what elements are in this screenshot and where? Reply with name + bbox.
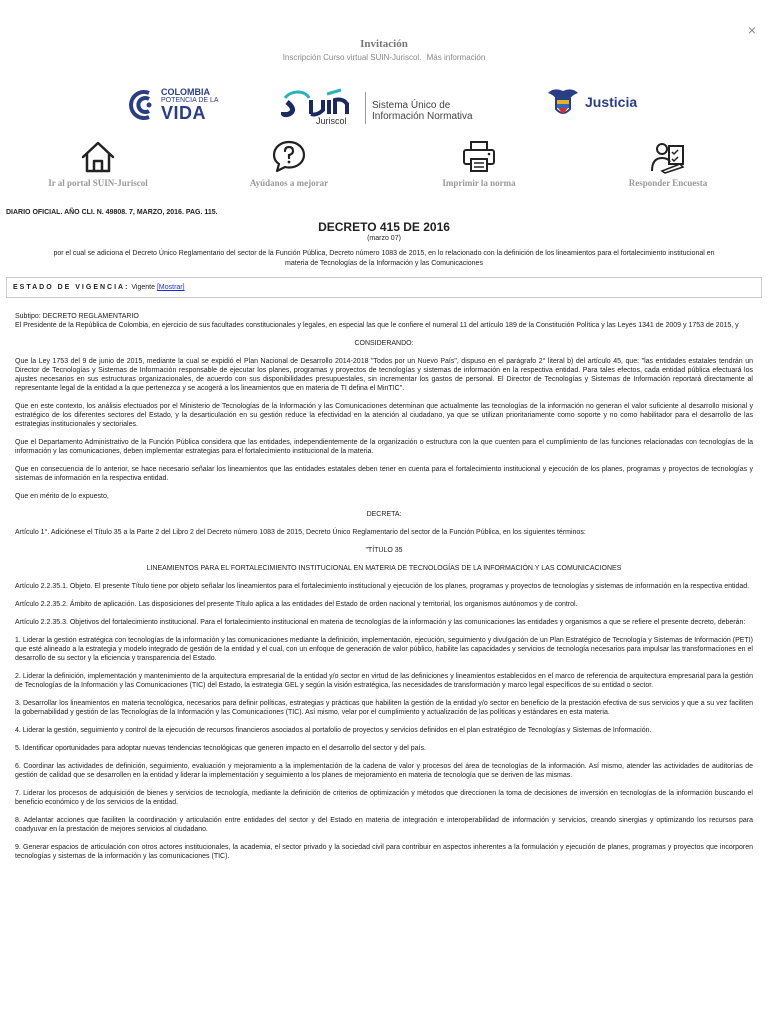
vigencia-box [6, 277, 762, 298]
article-1: Artículo 1°. Adiciónese el Título 35 a la Parte 2 del Libro 2 del Decreto número 1083 de 2015, Decreto Único Reglamentario del sector de la Función Pública, en los siguientes términos: [15, 529, 586, 536]
decree-date: (marzo 07) [367, 235, 401, 242]
colombia-logo-line2: POTENCIA DE LA [161, 97, 219, 104]
justicia-logo [546, 85, 656, 121]
intro-paragraph: El Presidente de la República de Colombia, en ejercicio de sus facultades constitucionales y legales, en especial las que le confiere el numeral 11 del artículo 189 de la Constitución Política y las Leyes 1341 de 2009 y 1753 de 2015, y [15, 322, 739, 329]
lineamientos-heading: LINEAMIENTOS PARA EL FORTALECIMIENTO INSTITUCIONAL EN MATERIA DE TECNOLOGÍAS DE LA INFORMACIÓN Y LAS COMUNICACIONES [146, 565, 622, 572]
considerando-paragraph-5: Que en mérito de lo expuesto, [15, 493, 109, 500]
survey-link-label: Responder Encuesta [628, 178, 708, 188]
document-body [15, 312, 753, 861]
portal-link-label: Ir al portal SUIN-Juriscol [48, 178, 148, 188]
colombia-potencia-logo [127, 87, 227, 123]
print-button[interactable] [404, 140, 554, 188]
invitation-subtitle-text: Inscripción Curso virtual SUIN-Juriscol. [282, 53, 422, 62]
home-icon [80, 140, 116, 174]
subtipo: Subtipo: DECRETO REGLAMENTARIO [15, 313, 139, 320]
numeral-7: 7. Liderar los procesos de adquisición de bienes y servicios de tecnología, mediante la definición de criterios de optimización y métodos que direccionen la toma de decisiones de inversión en tecnologías de la información buscando el beneficio económico y de los servicios de la entidad. [15, 790, 753, 806]
suin-logo-sub: Juriscol [316, 116, 347, 126]
titulo-heading: "TÍTULO 35 [365, 547, 403, 554]
survey-icon [650, 140, 686, 174]
decreta-heading: DECRETA: [366, 511, 402, 518]
close-icon[interactable]: × [747, 22, 756, 38]
decree-title: DECRETO 415 DE 2016 [318, 220, 450, 234]
justicia-logo-text: Justicia [585, 94, 638, 110]
help-link[interactable] [214, 140, 364, 188]
help-chat-icon [271, 140, 307, 174]
survey-link[interactable] [593, 140, 743, 188]
numeral-6: 6. Coordinar las actividades de definición, seguimiento, evaluación y mejoramiento a la implementación de la cadena de valor y procesos del área de tecnologías de la información. Así mismo, atender las actividades de auditorías de gestión de calidad que se desarrollen en la entidad y liderar la implementación y seguimiento a los planes de mejoramiento en materia de tecnología que se deriven de las mismas. [15, 763, 753, 779]
invitation-subtitle [0, 53, 768, 62]
numeral-9: 9. Generar espacios de articulación con otros actores institucionales, la academia, el sector privado y la sociedad civil para contribuir en aspectos inherentes a la formulación y ejecución de planes, programas y proyectos que incorporen tecnologías y sistemas de la información y las comunicaciones (TIC). [15, 844, 753, 860]
decree-description: por el cual se adiciona el Decreto Único Reglamentario del sector de la Función Pública, Decreto número 1083 de 2015, en lo relacionado con la definición de los lineamientos para el fortalecimiento institucional en materia de Tecnologías de la Información y las Comunicaciones [53, 250, 715, 267]
help-link-label: Ayúdanos a mejorar [249, 178, 329, 188]
suin-logo-name [372, 100, 473, 122]
suin-logo-name-line2: Información Normativa [372, 111, 473, 122]
article-2-2-35-1: Artículo 2.2.35.1. Objeto. El presente Título tiene por objeto señalar los lineamientos para el fortalecimiento institucional y ejecución de los planes, programas y proyectos de tecnologías y sistemas de información en la respectiva entidad. [15, 583, 750, 590]
vigencia-label: ESTADO DE VIGENCIA: [13, 284, 130, 291]
portal-link[interactable] [23, 140, 173, 188]
invitation-title: Invitación [360, 38, 408, 50]
colombia-waves-icon [127, 89, 159, 121]
suin-mark-icon [281, 88, 365, 118]
numeral-3: 3. Desarrollar los lineamientos en materia tecnológica, necesarios para definir políticas, estrategias y prácticas que habiliten la gestión de la entidad y/o sector en beneficio de la prestación efectiva de sus servicios y que a su vez faciliten la gobernabilidad y gestión de las Tecnologías de la Información y las Comunicaciones (TIC). Así mismo, velar por el cumplimiento y actualización de las políticas y estándares en esta materia. [15, 700, 753, 716]
colombia-logo-line3: VIDA [161, 103, 207, 123]
numeral-4: 4. Liderar la gestión, seguimiento y control de la ejecución de recursos financieros asociados al portafolio de proyectos y servicios definidos en el plan estratégico de Tecnologías y Sistemas de Información. [15, 727, 652, 734]
document-content [6, 208, 762, 870]
more-info-link[interactable]: Más información [426, 53, 486, 62]
numeral-8: 8. Adelantar acciones que faciliten la coordinación y articulación entre entidades del sector y del Estado en materia de integración e interoperabilidad de información y servicios, creando sinergias y optimizando los recursos para coadyuvar en la prestación de mejores servicios al ciudadano. [15, 817, 753, 833]
publication-source: DIARIO OFICIAL. AÑO CLI. N. 49808. 7, MARZO, 2016. PAG. 115. [6, 209, 218, 216]
suin-logo-name-line1: Sistema Único de [372, 100, 451, 111]
numeral-5: 5. Identificar oportunidades para adoptar nuevas tendencias tecnológicas que generen impacto en el desarrollo del sector y del país. [15, 745, 426, 752]
print-button-label: Imprimir la norma [442, 178, 516, 188]
considerando-paragraph-4: Que en consecuencia de lo anterior, se hace necesario señalar los lineamientos que las entidades estatales deben tener en cuenta para el fortalecimiento institucional y ejecución de los planes, programas y proyectos de tecnologías y sistemas de información en la respectiva entidad. [15, 466, 753, 482]
article-2-2-35-2: Artículo 2.2.35.2. Ámbito de aplicación. Las disposiciones del presente Título aplica a las entidades del Estado de orden nacional y territorial, los organismos autónomos y de control. [15, 601, 578, 608]
colombia-logo-line1: COLOMBIA [161, 87, 210, 97]
suin-logo-divider [365, 92, 366, 124]
vigencia-show-link[interactable]: [Mostrar] [156, 284, 185, 291]
coat-of-arms-icon [546, 85, 580, 119]
vigencia-value: Vigente [131, 284, 156, 291]
considerando-paragraph-2: Que en este contexto, los análisis efectuados por el Ministerio de Tecnologías de la Información y las Comunicaciones determinan que actualmente las tecnologías de la información no generan el valor suficiente al desarrollo misional y estratégico de los diferentes sectores del Estado, y la desarticulación en su gestión reduce la efectividad en la atención al ciudadano, ya que se utilizan prioritariamente como soporte y no como habilitador para el desarrollo de las estrategias institucionales y sectoriales. [15, 403, 753, 428]
numeral-1: 1. Liderar la gestión estratégica con tecnologías de la información y las comunicaciones mediante la definición, implementación, ejecución, seguimiento y divulgación de un Plan Estratégico de Tecnología y Sistemas de Información (PETI) que esté alineado a la estrategia y modelo integrado de gestión de la entidad y el cual, con un enfoque de generación de valor público, habilite las capacidades y servicios de tecnología necesarios para impulsar las transformaciones en el desarrollo de su sector y la eficiencia y transparencia del Estado. [15, 637, 753, 662]
numeral-2: 2. Liderar la definición, implementación y mantenimiento de la arquitectura empresarial de la entidad y/o sector en virtud de las definiciones y lineamientos establecidos en el marco de referencia de arquitectura empresarial para la gestión de Tecnologías de la Información y las Comunicaciones (TIC) del Estado, la estrategia GEL y según la visión estratégica, las necesidades de transformación y marco legal específicos de su entidad o sector. [15, 673, 753, 689]
suin-juriscol-logo [281, 88, 496, 130]
article-2-2-35-3: Artículo 2.2.35.3. Objetivos del fortalecimiento institucional. Para el fortalecimiento institucional en materia de tecnologías de la información y las comunicaciones las entidades y organismos a que se refiere el presente decreto, deberán: [15, 619, 746, 626]
printer-icon [461, 140, 497, 174]
considerando-paragraph-3: Que el Departamento Administrativo de la Función Pública considera que las entidades, independientemente de la organización o estructura con la que cuenten para el cumplimiento de las funciones relacionadas con tecnologías de la información y las comunicaciones, deben implementar estrategias para el fortalecimiento institucional de la materia. [15, 439, 753, 455]
considerando-heading: CONSIDERANDO: [354, 340, 414, 347]
considerando-paragraph-1: Que la Ley 1753 del 9 de junio de 2015, mediante la cual se expidió el Plan Nacional de Desarrollo 2014-2018 "Todos por un Nuevo País", dispuso en el parágrafo 2° literal b) del artículo 45, que: "las entidades estatales tendrán un Director de Tecnologías y Sistemas de Información responsable de ejecutar los planes, programas y proyectos de tecnologías y sistemas de información en la respectiva entidad. Para tales efectos, cada entidad pública efectuará los ajustes necesarios en sus estructuras organizacionales, de acuerdo con sus disponibilidades presupuestales, sin incrementar los gastos de personal. El Director de Tecnologías y Sistemas de Información reportará directamente al representante legal de la entidad a la que pertenezca y se acogerá a los lineamientos que en materia de TI defina el MinTIC". [15, 358, 753, 392]
